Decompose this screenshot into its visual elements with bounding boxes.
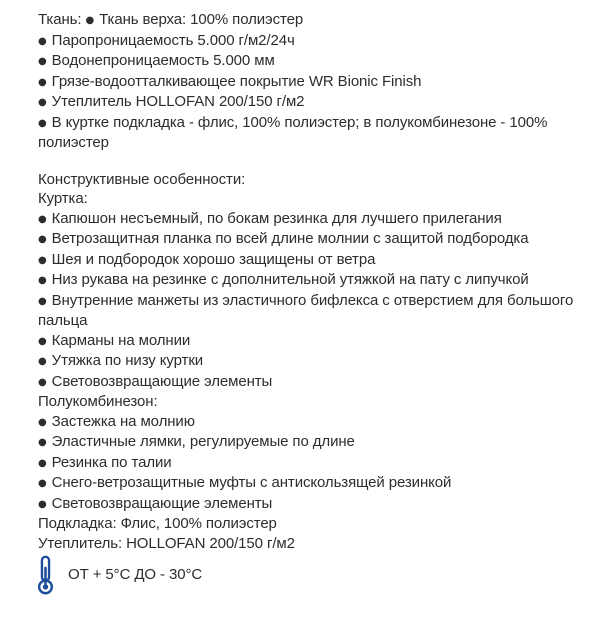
spec-line <box>38 209 588 230</box>
bullet-icon: ● <box>38 335 47 347</box>
spec-text: Карманы на молнии <box>51 331 191 349</box>
spec-text: Световозвращающие элементы <box>51 372 273 390</box>
bullet-icon: ● <box>38 56 47 67</box>
bullet-icon: ● <box>38 213 47 225</box>
bullet-icon: ● <box>38 254 47 266</box>
bullet-icon: ● <box>38 457 47 469</box>
spec-line-continuation: полиэстер <box>38 134 109 151</box>
spec-line <box>38 351 588 372</box>
spec-line <box>38 372 588 393</box>
spec-line <box>38 51 588 72</box>
spec-text: Капюшон несъемный, по бокам резинка для лучшего прилегания <box>51 209 502 227</box>
insulation-line: Утеплитель: HOLLOFAN 200/150 г/м2 <box>38 534 295 552</box>
bullet-icon: ● <box>38 437 47 448</box>
spec-text: Ткань верха: 100% полиэстер <box>99 11 304 28</box>
bullet-icon: ● <box>38 97 47 108</box>
bullet-icon: ● <box>38 376 47 388</box>
spec-line <box>38 10 588 31</box>
spec-text: Грязе-водоотталкивающее покрытие WR Bionic Finish <box>51 72 422 90</box>
spec-line <box>38 92 588 113</box>
spec-line <box>38 113 588 134</box>
spec-line <box>38 432 588 453</box>
spec-text: Низ рукава на резинке с дополнительной утяжкой на пату с липучкой <box>51 271 529 288</box>
spec-line <box>38 331 588 352</box>
spec-line-continuation: пальца <box>38 312 88 329</box>
spec-text: Утяжка по низу куртки <box>51 352 204 369</box>
bullet-icon: ● <box>38 234 47 245</box>
spec-text: Застежка на молнию <box>51 412 195 430</box>
spec-text: Водонепроницаемость 5.000 мм <box>51 52 275 69</box>
bullet-icon: ● <box>38 35 47 47</box>
spec-text: Световозвращающие элементы <box>51 494 273 512</box>
thermometer-icon <box>36 555 55 595</box>
bullet-icon: ● <box>38 76 47 88</box>
spec-text: Шея и подбородок хорошо защищены от ветра <box>51 250 376 268</box>
temperature-range-text: ОТ + 5°С ДО - 30°С <box>68 566 203 584</box>
spec-text: В куртке подкладка - флис, 100% полиэстер; в полукомбинезоне - 100% <box>51 113 548 131</box>
overalls-heading: Полукомбинезон: <box>38 393 158 410</box>
temperature-range-row <box>36 555 588 595</box>
spec-text: Ветрозащитная планка по всей длине молнии с защитой подбородка <box>51 230 529 247</box>
spec-line <box>38 270 588 291</box>
spec-line <box>38 453 588 474</box>
section-heading: Конструктивные особенности: <box>38 170 246 188</box>
spec-line <box>38 250 588 271</box>
jacket-heading: Куртка: <box>38 190 88 207</box>
bullet-icon: ● <box>85 15 95 26</box>
spec-line <box>38 494 588 515</box>
spec-text: Эластичные лямки, регулируемые по длине <box>51 433 355 450</box>
bullet-icon: ● <box>38 498 47 510</box>
spec-text: Паропроницаемость 5.000 г/м2/24ч <box>51 31 295 49</box>
bullet-icon: ● <box>38 117 47 129</box>
spec-line <box>38 72 588 93</box>
lining-line: Подкладка: Флис, 100% полиэстер <box>38 515 277 532</box>
bullet-icon: ● <box>38 275 47 286</box>
bullet-icon: ● <box>38 295 47 307</box>
spec-text: Снего-ветрозащитные муфты с антискользящей резинкой <box>51 474 452 491</box>
fabric-label: Ткань: <box>38 11 82 28</box>
fabric-section <box>38 10 588 153</box>
features-section <box>38 170 588 554</box>
spec-line <box>38 473 588 494</box>
spec-line <box>38 229 588 250</box>
bullet-icon: ● <box>38 356 47 367</box>
bullet-icon: ● <box>38 416 47 428</box>
spec-line <box>38 291 588 312</box>
spec-line <box>38 412 588 433</box>
spec-line <box>38 31 588 52</box>
spec-text: Утеплитель HOLLOFAN 200/150 г/м2 <box>51 93 305 110</box>
spec-text: Резинка по талии <box>51 453 172 471</box>
spec-text: Внутренние манжеты из эластичного бифлекса с отверстием для большого <box>51 291 574 309</box>
bullet-icon: ● <box>38 478 47 489</box>
